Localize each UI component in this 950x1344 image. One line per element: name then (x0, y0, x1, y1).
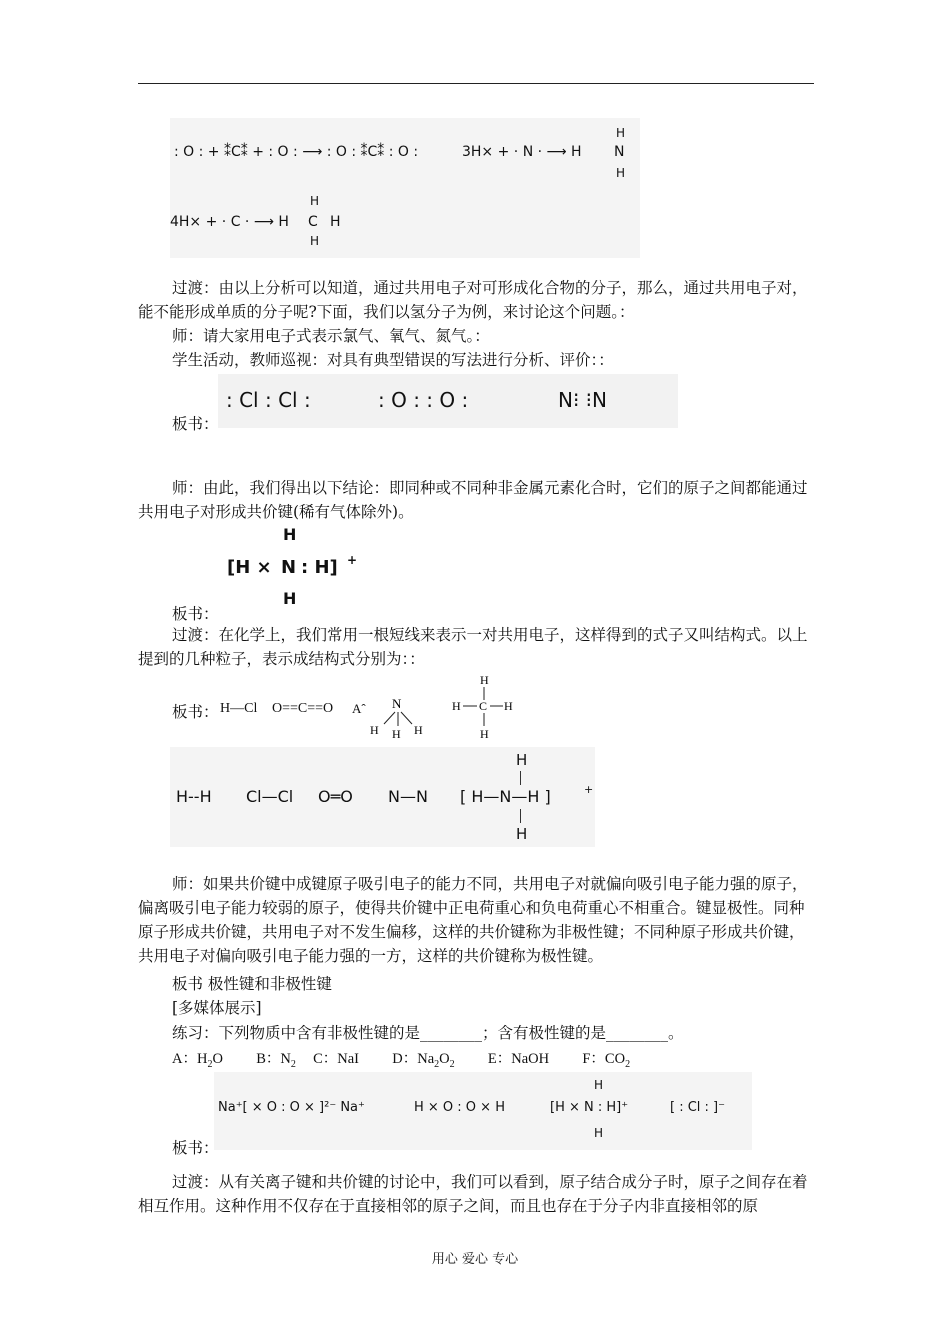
nh3-struct-h1: H (370, 723, 379, 737)
nh4-right: : H] (301, 557, 338, 578)
nh3-formation-left: 3H× + · N · ⟶ H (462, 144, 582, 160)
co2-formation-equation: : O : + ⁑C⁑ + : O : ⟶ : O : ⁑C⁑ : O : (174, 144, 419, 160)
ch4-struct-h-left: H (452, 699, 461, 713)
nh3-struct-h2: H (392, 727, 401, 741)
cl2-structure: Cl—Cl (246, 787, 294, 806)
exercise-options (172, 1047, 630, 1070)
multimedia-label: [多媒体展示] (172, 999, 262, 1017)
ch4-struct-h-right: H (504, 699, 513, 713)
board-polar-nonpolar: 板书 极性键和非极性键 (172, 975, 332, 993)
option-c: C：NaI (313, 1051, 360, 1067)
nh4-small-h-top: H (594, 1078, 604, 1092)
nh3-struct-h3: H (414, 723, 423, 737)
nh4-small-h-bottom: H (594, 1126, 604, 1140)
na2o2-dot-formula: Na⁺[ × O : O × ]²⁻ Na⁺ (218, 1100, 365, 1115)
paragraph-student-activity: 学生活动，教师巡视：对具有典型错误的写法进行分析、评价：： (172, 351, 614, 369)
co2-structure: O==C==O (272, 701, 334, 716)
nh3-n: N (614, 144, 625, 160)
nh4-structure-h-bottom: H (516, 825, 528, 843)
header-rule (138, 83, 814, 84)
board-label-2: 板书： (172, 605, 219, 623)
option-a: A：H (172, 1051, 208, 1067)
nh4-left: [H × (227, 557, 272, 578)
option-e: E：NaOH (487, 1051, 550, 1067)
nh4-n: N (281, 557, 297, 578)
nh4-charge: + (347, 553, 358, 567)
garbled-glyph: Aˆ (352, 701, 366, 716)
electron-formula-image-2 (218, 374, 678, 428)
nh3-struct-n: N (392, 696, 402, 711)
option-f-sub: 2 (625, 1058, 631, 1070)
ch4-h-top: H (310, 194, 320, 208)
nh3-h-bottom: H (616, 166, 626, 180)
ch4-struct-c: C (479, 699, 488, 713)
board-label-1: 板书： (172, 415, 219, 433)
h2-structure: H--H (176, 787, 212, 806)
paragraph-structural-formula: 过渡：在化学上，我们常用一根短线来表示一对共用电子，这样得到的式子又叫结构式。以上提到的几种粒子，表示成结构式分别为：： (138, 626, 808, 668)
o2-structure: O═O (318, 787, 353, 806)
nh4-structure-h-top: H (516, 751, 528, 769)
nh4-structure-charge: + (584, 783, 594, 796)
nh4-dot-formula-small: [H × N : H]⁺ (550, 1100, 629, 1115)
option-b: B：N (256, 1051, 291, 1067)
ch4-struct-h-bottom: H (480, 727, 489, 741)
n2-structure: N—N (388, 787, 428, 806)
paragraph-transition-1: 过渡：由以上分析可以知道，通过共用电子对可形成化合物的分子，那么，通过共用电子对，能不能形成单质的分子呢?下面，我们以氢分子为例，来讨论这个问题。： (138, 279, 808, 321)
ch4-structure (452, 672, 522, 742)
h2o2-dot-formula: H × O : O × H (414, 1100, 505, 1115)
cl-ion-dot-formula: [ : Cl : ]⁻ (670, 1100, 725, 1115)
option-f: F：CO (582, 1051, 626, 1067)
exercise-question: 练习：下列物质中含有非极性键的是________；含有极性键的是________。 (172, 1024, 684, 1042)
hcl-structure: H—Cl (220, 701, 258, 716)
nh4-h-top: H (283, 525, 297, 544)
option-d-sub1: 2 (434, 1058, 440, 1070)
paragraph-conclusion: 师：由此，我们得出以下结论：即同种或不同种非金属元素化合时，它们的原子之间都能通过共用电子对形成共价键(稀有气体除外)。 (138, 479, 808, 521)
board-label-3: 板书： (172, 703, 219, 721)
cl2-dot-formula: : Cl : Cl : (226, 388, 311, 412)
nh3-h-top: H (616, 126, 626, 140)
n2-dot-formula: N⁝ ⁝N (558, 388, 607, 412)
nh4-h-bottom: H (283, 589, 297, 608)
option-d-sub2: 2 (449, 1058, 455, 1070)
ch4-h-right: H (330, 214, 341, 230)
paragraph-transition-2: 过渡：从有关离子键和共价键的讨论中，我们可以看到，原子结合成分子时，原子之间存在着相互作用。这种作用不仅存在于直接相邻的原子之间，而且也存在于分子内非直接相邻的原 (138, 1173, 808, 1215)
option-d-mid: O (439, 1051, 450, 1067)
ch4-h-bottom: H (310, 234, 320, 248)
nh3-structure (362, 692, 432, 742)
page-footer: 用心 爱心 专心 (431, 1252, 519, 1267)
ch4-c: C (308, 214, 318, 230)
nh4-structure-bond-top (520, 771, 521, 785)
option-a-sub: 2 (207, 1058, 213, 1070)
electron-formula-image-3 (214, 1072, 752, 1150)
nh4-structure: [ H—N—H ] (460, 787, 551, 806)
structural-formula-image (170, 747, 595, 847)
ch4-formation-left: 4H× + · C · ⟶ H (170, 214, 289, 230)
ammonium-dot-formula-image (225, 525, 365, 613)
option-a-tail: O (212, 1051, 223, 1067)
o2-dot-formula: : O : : O : (378, 388, 469, 412)
option-d: D：Na (392, 1051, 435, 1067)
electron-formula-image-1 (170, 118, 640, 258)
ch4-struct-h-top: H (480, 673, 489, 687)
nh4-structure-bond-bottom (520, 809, 521, 823)
paragraph-polar-bond: 师：如果共价键中成键原子吸引电子的能力不同，共用电子对就偏向吸引电子能力强的原子，偏离吸引电子能力较弱的原子，使得共价键中正电荷重心和负电荷重心不相重合。键显极性。同种原子形成共价键，共用电子对不发生偏移，这样的共价键称为非极性键；不同种原子形成共价键，共用电子对偏向吸引电子能力强的一方，这样的共价键称为极性键。 (138, 875, 808, 965)
option-b-sub: 2 (290, 1058, 296, 1070)
paragraph-teacher-1: 师：请大家用电子式表示氯气、氧气、氮气。： (172, 327, 490, 345)
board-label-4: 板书： (172, 1139, 219, 1157)
